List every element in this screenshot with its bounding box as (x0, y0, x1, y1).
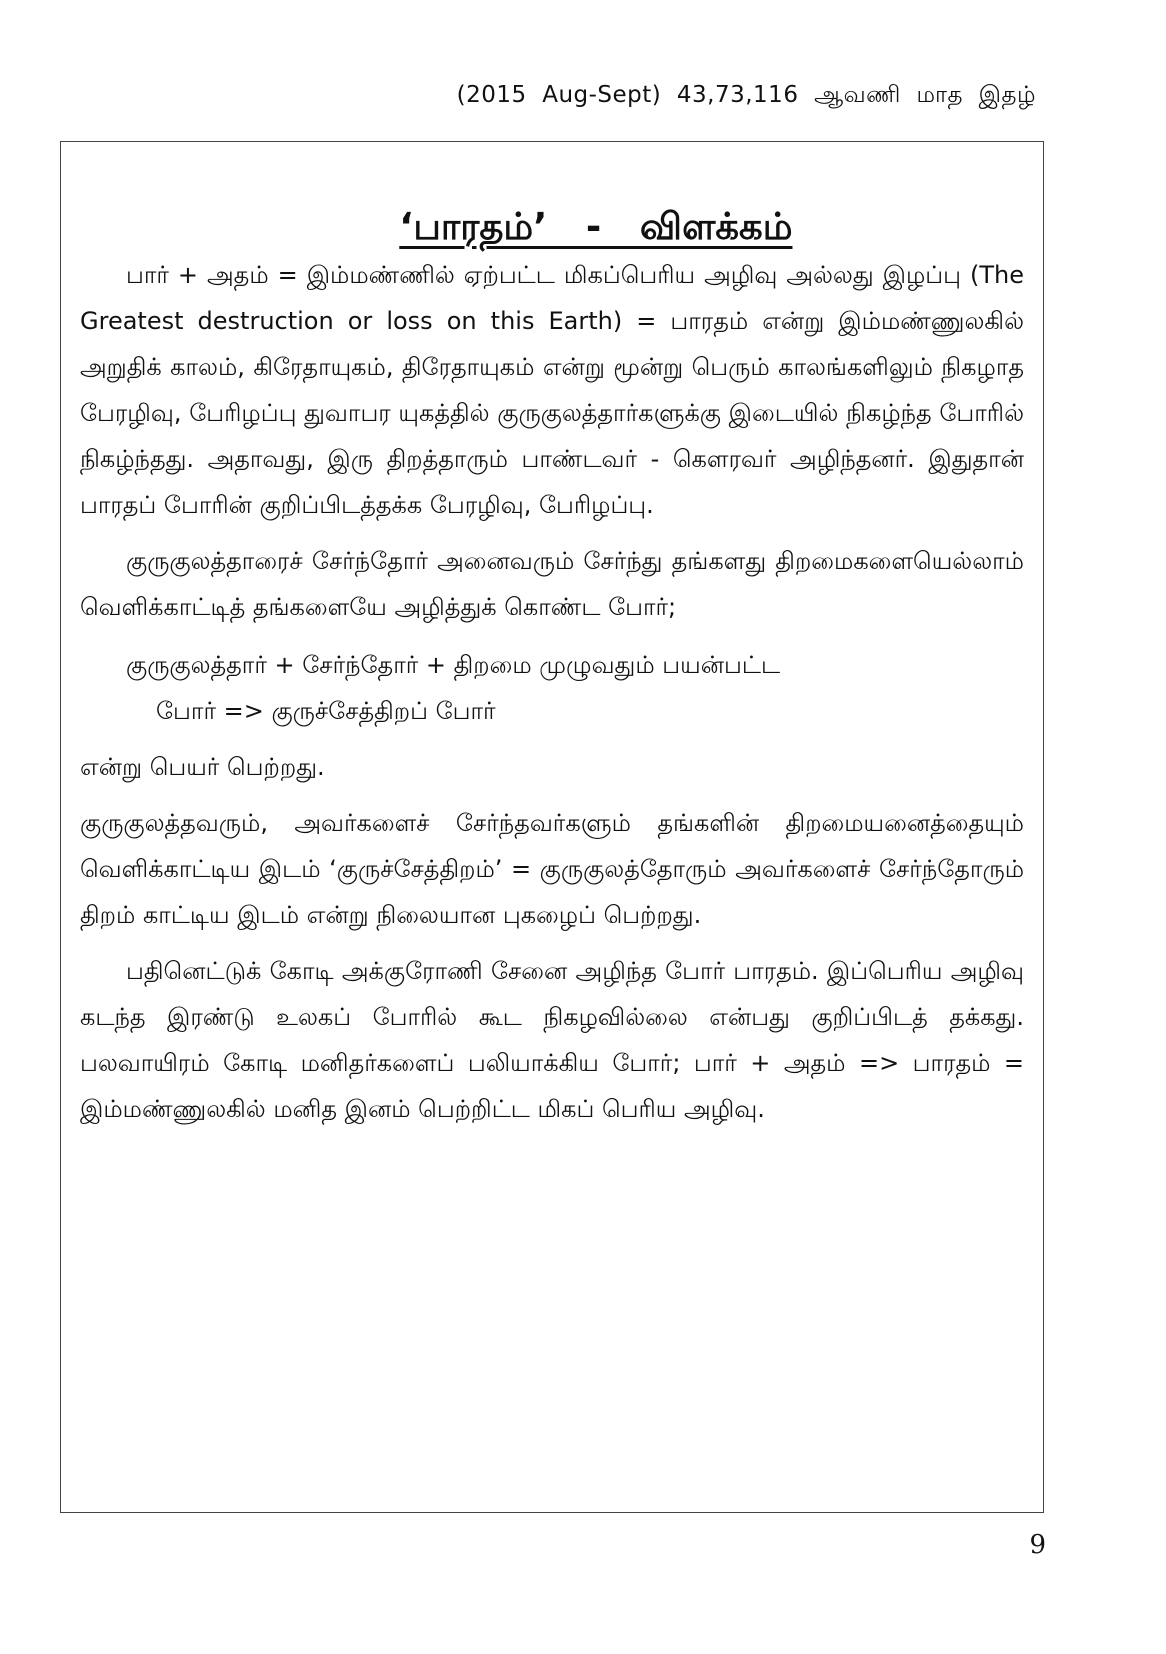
formula-line-2: போர் => குருச்சேத்திறப் போர் (156, 697, 496, 725)
paragraph-3: குருகுலத்தவரும், அவர்களைச் சேர்ந்தவர்களும் தங்களின் திறமையனைத்தையும் வெளிக்காட்டிய இடம் ‘குருச்சேத்திறம்’ = குருகுலத்தோரும் அவர்களைச் சேர்ந்தோரும் திறம் காட்டிய இடம் என்று நிலையான புகழைப் பெற்றது. (80, 809, 1024, 929)
paragraph-4: பதினெட்டுக் கோடி அக்குரோணி சேனை அழிந்த போர் பாரதம். இப்பெரிய அழிவு கடந்த இரண்டு உலகப் போரில் கூட நிகழவில்லை என்பது குறிப்பிடத் தக்கது. பலவாயிரம் கோடி மனிதர்களைப் பலியாக்கிய போர்; பார் + அதம் => பாரதம் = இம்மண்ணுலகில் மனித இனம் பெற்றிட்ட மிகப் பெரிய அழிவு. (80, 957, 1024, 1123)
issue-header: (2015 Aug-Sept) 43,73,116 ஆவணி மாத இதழ் (456, 82, 1036, 108)
page-title-text: ‘பாரதம்’ - விளக்கம் (399, 205, 793, 248)
formula-block (80, 642, 1024, 734)
paragraph-1: பார் + அதம் = இம்மண்ணில் ஏற்பட்ட மிகப்பெரிய அழிவு அல்லது இழப்பு (The Greatest destruction or loss on this Earth) = பாரதம் என்று இம்மண்ணுலகில் அறுதிக் காலம், கிரேதாயுகம், திரேதாயுகம் என்று மூன்று பெரும் காலங்களிலும் நிகழாத பேரழிவு, பேரிழப்பு துவாபர யுகத்தில் குருகுலத்தார்களுக்கு இடையில் நிகழ்ந்த போரில் நிகழ்ந்தது. அதாவது, இரு திறத்தாரும் பாண்டவர் - கௌரவர் அழிந்தனர். இதுதான் பாரதப் போரின் குறிப்பிடத்தக்க பேரழிவு, பேரிழப்பு. (80, 261, 1024, 519)
formula-conclusion: என்று பெயர் பெற்றது. (80, 753, 325, 781)
page-number: 9 (1029, 1530, 1046, 1560)
paragraph-2: குருகுலத்தாரைச் சேர்ந்தோர் அனைவரும் சேர்ந்து தங்களது திறமைகளையெல்லாம் வெளிக்காட்டித் தங்களையே அழித்துக் கொண்ட போர்; (80, 547, 1024, 621)
page-title (0, 162, 1166, 253)
article-body (80, 252, 1024, 1132)
formula-line-1: குருகுலத்தார் + சேர்ந்தோர் + திறமை முழுவதும் பயன்பட்ட (126, 651, 781, 679)
